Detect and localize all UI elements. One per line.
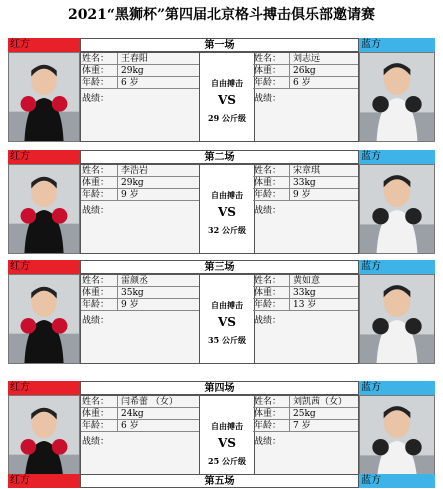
blue-fighter-weight: 26kg bbox=[289, 65, 316, 77]
weight-label: 体重： bbox=[254, 409, 282, 419]
weight-class: 29 公斤级 bbox=[208, 113, 246, 123]
red-corner-label: 红方 bbox=[8, 260, 80, 274]
blue-fighter-info bbox=[253, 53, 358, 141]
blue-fighter-info bbox=[253, 165, 358, 253]
bout-style: 自由搏击 bbox=[211, 78, 243, 88]
result-label: 战绩： bbox=[82, 437, 110, 447]
bout-info-table bbox=[80, 164, 359, 254]
bout-info-table bbox=[80, 395, 359, 485]
round-title: 第五场 bbox=[80, 474, 359, 488]
age-label: 年龄： bbox=[254, 421, 282, 431]
blue-fighter-info bbox=[253, 396, 358, 484]
red-fighter-info bbox=[81, 396, 199, 484]
bout-style: 自由搏击 bbox=[211, 300, 243, 310]
blue-corner-label: 蓝方 bbox=[359, 150, 435, 164]
vs-text: VS bbox=[218, 436, 236, 450]
blue-fighter-age: 6 岁 bbox=[289, 77, 311, 89]
round-title: 第一场 bbox=[80, 38, 359, 52]
vs-text: VS bbox=[218, 93, 236, 107]
weight-label: 体重： bbox=[254, 288, 282, 298]
blue-fighter-age: 13 岁 bbox=[289, 299, 316, 311]
blue-fighter-photo bbox=[359, 395, 435, 485]
weight-label: 体重： bbox=[82, 288, 110, 298]
red-fighter-photo bbox=[8, 164, 80, 254]
result-label: 战绩： bbox=[254, 206, 282, 216]
matchup-center bbox=[199, 165, 255, 253]
red-fighter-weight: 29kg bbox=[117, 65, 144, 77]
red-corner-label: 红方 bbox=[8, 38, 80, 52]
red-fighter-name: 王春阳 bbox=[117, 53, 148, 65]
blue-fighter-name: 刘志远 bbox=[289, 53, 320, 65]
name-label: 姓名： bbox=[82, 397, 110, 407]
name-label: 姓名： bbox=[254, 276, 282, 286]
blue-fighter-photo bbox=[359, 164, 435, 254]
name-label: 姓名： bbox=[82, 166, 110, 176]
vs-text: VS bbox=[218, 315, 236, 329]
name-label: 姓名： bbox=[254, 54, 282, 64]
vs-text: VS bbox=[218, 205, 236, 219]
red-fighter-age: 9 岁 bbox=[117, 299, 139, 311]
result-label: 战绩： bbox=[254, 316, 282, 326]
red-fighter-name: 闫希蕾 （女） bbox=[117, 396, 178, 408]
red-fighter-age: 9 岁 bbox=[117, 189, 139, 201]
red-fighter-photo bbox=[8, 395, 80, 485]
bout-style: 自由搏击 bbox=[211, 190, 243, 200]
name-label: 姓名： bbox=[82, 276, 110, 286]
red-fighter-age: 6 岁 bbox=[117, 420, 139, 432]
blue-fighter-photo bbox=[359, 274, 435, 364]
round-title: 第三场 bbox=[80, 260, 359, 274]
red-fighter-name: 雷颜丞 bbox=[117, 275, 148, 287]
page-title: 2021“黑狮杯”第四届北京格斗搏击俱乐部邀请赛 bbox=[67, 7, 376, 23]
result-label: 战绩： bbox=[82, 316, 110, 326]
matchup-center bbox=[199, 53, 255, 141]
red-fighter-name: 李浩岩 bbox=[117, 165, 148, 177]
bout-info-table bbox=[80, 52, 359, 142]
blue-fighter-age: 7 岁 bbox=[289, 420, 311, 432]
blue-fighter-name: 黄如意 bbox=[289, 275, 320, 287]
bout-style: 自由搏击 bbox=[211, 421, 243, 431]
weight-label: 体重： bbox=[254, 178, 282, 188]
blue-fighter-weight: 33kg bbox=[289, 177, 316, 189]
bout-info-table bbox=[80, 274, 359, 364]
blue-corner-label: 蓝方 bbox=[359, 381, 435, 395]
red-corner-label: 红方 bbox=[8, 150, 80, 164]
name-label: 姓名： bbox=[82, 54, 110, 64]
blue-corner-label: 蓝方 bbox=[359, 260, 435, 274]
red-fighter-info bbox=[81, 165, 199, 253]
red-fighter-info bbox=[81, 275, 199, 363]
age-label: 年龄： bbox=[254, 300, 282, 310]
red-fighter-photo bbox=[8, 52, 80, 142]
blue-fighter-photo bbox=[359, 52, 435, 142]
weight-label: 体重： bbox=[82, 409, 110, 419]
red-fighter-info bbox=[81, 53, 199, 141]
blue-fighter-weight: 33kg bbox=[289, 287, 316, 299]
weight-class: 32 公斤级 bbox=[208, 225, 246, 235]
result-label: 战绩： bbox=[82, 94, 110, 104]
name-label: 姓名： bbox=[254, 397, 282, 407]
weight-class: 25 公斤级 bbox=[208, 456, 246, 466]
age-label: 年龄： bbox=[82, 78, 110, 88]
weight-label: 体重： bbox=[254, 66, 282, 76]
red-fighter-weight: 24kg bbox=[117, 408, 144, 420]
age-label: 年龄： bbox=[82, 190, 110, 200]
age-label: 年龄： bbox=[254, 190, 282, 200]
weight-label: 体重： bbox=[82, 66, 110, 76]
blue-fighter-name: 刘凯茜（女） bbox=[289, 396, 347, 408]
blue-fighter-info bbox=[253, 275, 358, 363]
blue-fighter-name: 宋章琪 bbox=[289, 165, 320, 177]
red-corner-label: 红方 bbox=[8, 474, 80, 488]
red-fighter-photo bbox=[8, 274, 80, 364]
age-label: 年龄： bbox=[254, 78, 282, 88]
red-corner-label: 红方 bbox=[8, 381, 80, 395]
weight-class: 35 公斤级 bbox=[208, 335, 246, 345]
blue-corner-label: 蓝方 bbox=[359, 474, 435, 488]
red-fighter-weight: 35kg bbox=[117, 287, 144, 299]
blue-fighter-age: 9 岁 bbox=[289, 189, 311, 201]
matchup-center bbox=[199, 275, 255, 363]
round-title: 第四场 bbox=[80, 381, 359, 395]
result-label: 战绩： bbox=[82, 206, 110, 216]
blue-corner-label: 蓝方 bbox=[359, 38, 435, 52]
age-label: 年龄： bbox=[82, 421, 110, 431]
red-fighter-weight: 29kg bbox=[117, 177, 144, 189]
red-fighter-age: 6 岁 bbox=[117, 77, 139, 89]
blue-fighter-weight: 25kg bbox=[289, 408, 316, 420]
weight-label: 体重： bbox=[82, 178, 110, 188]
round-title: 第二场 bbox=[80, 150, 359, 164]
age-label: 年龄： bbox=[82, 300, 110, 310]
result-label: 战绩： bbox=[254, 437, 282, 447]
matchup-center bbox=[199, 396, 255, 484]
name-label: 姓名： bbox=[254, 166, 282, 176]
result-label: 战绩： bbox=[254, 94, 282, 104]
